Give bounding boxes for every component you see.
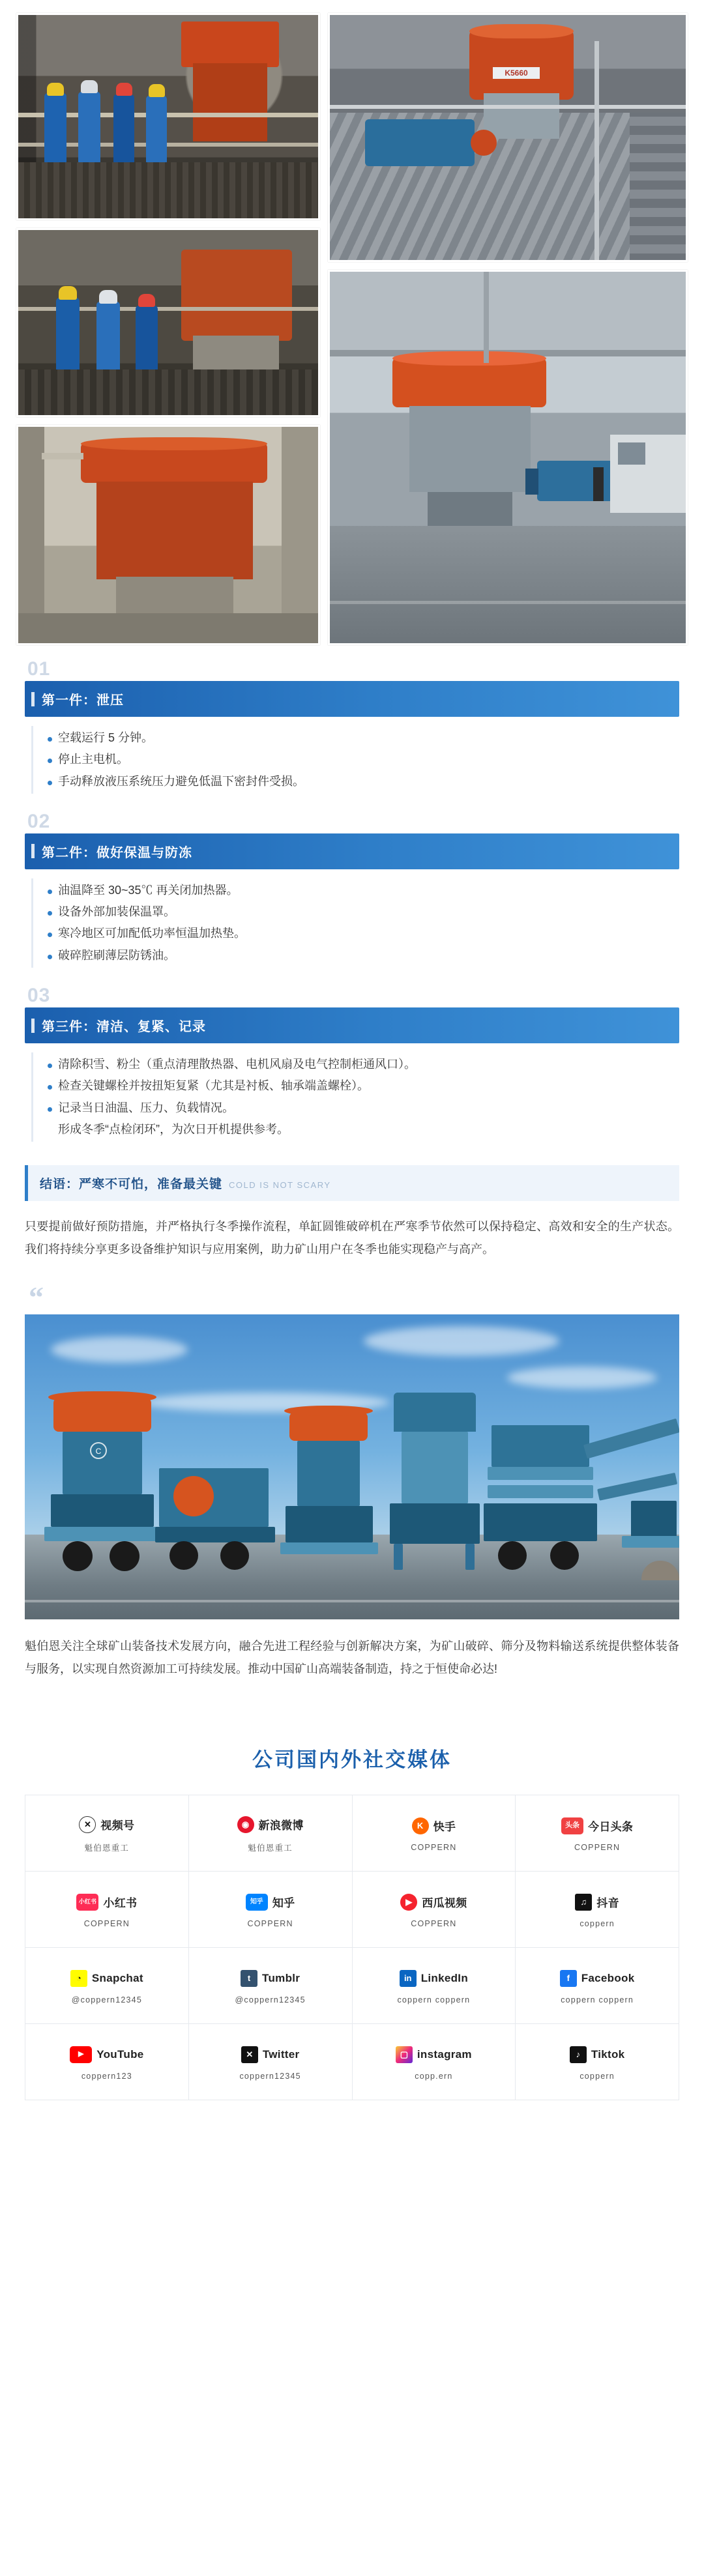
social-handle: COPPERN bbox=[83, 1918, 130, 1928]
social-cell-twitter[interactable] bbox=[189, 2024, 352, 2100]
conveyor-support bbox=[631, 1501, 677, 1541]
youtube-icon: ▶ bbox=[70, 2046, 92, 2063]
section-number: 01 bbox=[27, 658, 51, 680]
tower-leg-left bbox=[394, 1544, 403, 1570]
social-section-title: 公司国内外社交媒体 bbox=[252, 1748, 452, 1772]
center-cone-hopper bbox=[284, 1406, 373, 1416]
social-cell-xigua-video[interactable] bbox=[353, 1872, 516, 1947]
social-name: instagram bbox=[417, 2048, 472, 2061]
social-handle: 魁伯恩重工 bbox=[84, 1843, 130, 1853]
social-cell-xiaohongshu[interactable] bbox=[25, 1872, 188, 1947]
kuaishou-icon: K bbox=[412, 1817, 429, 1834]
section-title: 第二件：做好保温与防冻 bbox=[25, 833, 679, 869]
brand-row bbox=[70, 2044, 143, 2066]
screen-unit-right bbox=[491, 1425, 589, 1467]
conclusion-title-en: COLD IS NOT SCARY bbox=[229, 1180, 331, 1191]
bullet-item: 破碎腔刷薄层防锈油。 bbox=[48, 945, 679, 966]
brand-row bbox=[570, 2044, 625, 2066]
social-name: 知乎 bbox=[272, 1897, 295, 1910]
brand-row bbox=[400, 1967, 468, 1990]
center-support-frame bbox=[280, 1542, 378, 1554]
social-name: YouTube bbox=[96, 2048, 144, 2061]
social-name: 快手 bbox=[433, 1821, 456, 1834]
social-cell-douyin[interactable] bbox=[516, 1872, 679, 1947]
wheel-left-2 bbox=[110, 1541, 139, 1571]
conveyor-belt bbox=[583, 1419, 679, 1459]
quote-mark-icon: “ bbox=[29, 1281, 45, 1314]
flywheel bbox=[173, 1476, 214, 1516]
wechat-channels-icon: ✕ bbox=[79, 1816, 96, 1833]
social-handle: coppern12345 bbox=[239, 2071, 301, 2081]
photo-crusher-site-truck bbox=[328, 270, 688, 645]
social-name: 视频号 bbox=[100, 1819, 135, 1832]
social-cell-weibo[interactable] bbox=[189, 1795, 352, 1871]
cloud-shape bbox=[507, 1367, 657, 1389]
section-02 bbox=[25, 811, 679, 968]
tiktok-icon: ♪ bbox=[570, 2046, 587, 2063]
vibrating-screen-tower bbox=[394, 1393, 476, 1432]
feeder-chassis bbox=[155, 1527, 275, 1542]
social-cell-zhihu[interactable] bbox=[189, 1872, 352, 1947]
social-handle: coppern coppern bbox=[397, 1995, 471, 2004]
social-handle: coppern coppern bbox=[561, 1995, 634, 2004]
brand-row bbox=[241, 1967, 300, 1990]
snapchat-icon: ◔ bbox=[70, 1970, 87, 1987]
section-body bbox=[31, 878, 679, 968]
photo-collage bbox=[0, 0, 704, 658]
bullet-item: 检查关键螺栓并按扭矩复紧（尤其是衬板、轴承端盖螺栓）。 bbox=[48, 1075, 679, 1097]
social-name: 抖音 bbox=[596, 1897, 619, 1910]
section-01 bbox=[25, 658, 679, 794]
social-cell-wechat-channels[interactable] bbox=[25, 1795, 188, 1871]
social-cell-facebook[interactable] bbox=[516, 1948, 679, 2023]
tumblr-icon: t bbox=[241, 1970, 257, 1987]
conclusion-text: 只要提前做好预防措施，并严格执行冬季操作流程，单缸圆锥破碎机在严寒季节依然可以保持稳定、高效和安全的生产状态。我们将持续分享更多设备维护知识与应用案例，助力矿山用户在冬季也能实现稳产与高产。 bbox=[25, 1220, 679, 1256]
wheel-left bbox=[63, 1541, 93, 1571]
section-title: 第一件：泄压 bbox=[25, 681, 679, 717]
brand-row bbox=[246, 1891, 295, 1913]
conclusion-title-zh: 结语：严寒不可怕，准备最关键 bbox=[40, 1178, 223, 1192]
social-cell-tumblr[interactable] bbox=[189, 1948, 352, 2023]
brand-row bbox=[70, 1967, 143, 1990]
section-note: 形成冬季“点检闭环”，为次日开机提供参考。 bbox=[58, 1122, 289, 1136]
linkedin-icon: in bbox=[400, 1970, 417, 1987]
social-name: Twitter bbox=[262, 2048, 300, 2061]
social-grid bbox=[25, 1795, 679, 2100]
wheel-right bbox=[498, 1541, 527, 1570]
social-cell-instagram[interactable] bbox=[353, 2024, 516, 2100]
maintenance-sections bbox=[0, 658, 704, 1142]
social-name: 新浪微博 bbox=[258, 1819, 304, 1832]
facebook-icon: f bbox=[560, 1970, 577, 1987]
social-name: 西瓜视频 bbox=[422, 1897, 467, 1910]
conveyor-belt-2 bbox=[597, 1473, 677, 1501]
social-handle: @coppern12345 bbox=[71, 1995, 142, 2004]
xiaohongshu-icon: 小红书 bbox=[76, 1894, 98, 1911]
bullet-item: 油温降至 30~35℃ 再关闭加热器。 bbox=[48, 880, 679, 901]
cloud-shape bbox=[364, 1326, 559, 1356]
brand-row bbox=[560, 1967, 635, 1990]
bullet-item: 记录当日油温、压力、负载情况。 bbox=[48, 1097, 679, 1119]
photo-workers-inspection bbox=[16, 228, 320, 417]
photo-workers-platform bbox=[16, 13, 320, 220]
section-03 bbox=[25, 985, 679, 1142]
conclusion-header bbox=[25, 1165, 679, 1201]
bullet-item: 寒冷地区可加配低功率恒温加热垫。 bbox=[48, 923, 679, 944]
xigua-video-icon: ▶ bbox=[400, 1894, 417, 1911]
cone-crusher-body bbox=[63, 1432, 142, 1494]
section-number: 03 bbox=[27, 985, 51, 1007]
social-handle: COPPERN bbox=[411, 1842, 457, 1852]
screen-deck-1 bbox=[488, 1467, 593, 1480]
social-handle: COPPERN bbox=[411, 1918, 457, 1928]
screen-tower-mid bbox=[402, 1432, 468, 1503]
social-handle: coppern bbox=[579, 2071, 615, 2081]
brand-row bbox=[241, 2044, 300, 2066]
brand-logo-badge: C bbox=[90, 1442, 107, 1459]
social-name: Tumblr bbox=[262, 1971, 301, 1984]
social-cell-toutiao[interactable] bbox=[516, 1795, 679, 1871]
bullet-item: 停止主电机。 bbox=[48, 749, 679, 770]
center-cone-body bbox=[297, 1441, 360, 1506]
wheel-center-2 bbox=[220, 1541, 249, 1570]
social-handle: COPPERN bbox=[574, 1842, 621, 1852]
photo-crusher-top-view bbox=[328, 13, 688, 262]
brand-row bbox=[76, 1891, 137, 1913]
photo-crusher-red-body bbox=[16, 425, 320, 645]
cloud-shape bbox=[51, 1337, 188, 1363]
social-name: Facebook bbox=[581, 1971, 635, 1984]
screen-unit-base bbox=[484, 1503, 597, 1541]
conveyor-base bbox=[622, 1536, 679, 1548]
bullet-item: 设备外部加装保温罩。 bbox=[48, 901, 679, 923]
center-cone-head bbox=[289, 1412, 368, 1441]
brand-row bbox=[79, 1814, 134, 1836]
tower-leg-right bbox=[465, 1544, 475, 1570]
equipment-label-k5660: K5660 bbox=[493, 67, 540, 79]
social-handle: coppern123 bbox=[81, 2071, 132, 2081]
instagram-icon: ▢ bbox=[396, 2046, 413, 2063]
social-handle: 魁伯恩重工 bbox=[248, 1843, 293, 1853]
social-cell-youtube[interactable] bbox=[25, 2024, 188, 2100]
social-name: Tiktok bbox=[591, 2048, 625, 2061]
brand-row bbox=[400, 1891, 467, 1913]
social-cell-kuaishou[interactable] bbox=[353, 1795, 516, 1871]
section-body bbox=[31, 726, 679, 794]
zhihu-icon: 知乎 bbox=[246, 1894, 268, 1911]
road-marking bbox=[25, 1600, 679, 1602]
brand-row bbox=[561, 1815, 633, 1837]
hero-equipment-image bbox=[25, 1314, 679, 1619]
wheel-center bbox=[169, 1541, 198, 1570]
brand-row bbox=[575, 1891, 619, 1913]
section-body bbox=[31, 1052, 679, 1142]
social-handle: copp.ern bbox=[415, 2071, 453, 2081]
douyin-icon: ♫ bbox=[575, 1894, 592, 1911]
bullet-item: 清除积雪、粉尘（重点清理散热器、电机风扇及电气控制柜通风口）。 bbox=[48, 1054, 679, 1075]
hero-caption: 魁伯恩关注全球矿山装备技术发展方向，融合先进工程经验与创新解决方案，为矿山破碎、筛分及物料输送系统提供整体装备与服务，以实现自然资源加工可持续发展。推动中国矿山高端装备制造，持之于恒使命必达! bbox=[25, 1640, 679, 1676]
weibo-icon: ◉ bbox=[237, 1816, 254, 1833]
screen-tower-base bbox=[390, 1503, 480, 1544]
social-name: 小红书 bbox=[103, 1897, 138, 1910]
social-cell-snapchat[interactable] bbox=[25, 1948, 188, 2023]
social-name: 今日头条 bbox=[588, 1821, 634, 1834]
section-title: 第三件：清洁、复紧、记录 bbox=[25, 1007, 679, 1043]
center-cone-base bbox=[286, 1506, 373, 1542]
social-media-section bbox=[0, 1717, 704, 2130]
social-name: Snapchat bbox=[91, 1971, 143, 1984]
social-handle: COPPERN bbox=[247, 1918, 293, 1928]
screen-deck-2 bbox=[488, 1485, 593, 1498]
brand-row bbox=[412, 1815, 456, 1837]
social-handle: @coppern12345 bbox=[235, 1995, 306, 2004]
brand-row bbox=[237, 1814, 304, 1836]
bullet-item: 手动释放液压系统压力避免低温下密封件受损。 bbox=[48, 771, 679, 792]
section-number: 02 bbox=[27, 810, 51, 832]
social-name: LinkedIn bbox=[420, 1971, 469, 1984]
cone-crusher-base bbox=[51, 1494, 154, 1527]
crusher-frame-left bbox=[44, 1527, 162, 1541]
social-cell-tiktok[interactable] bbox=[516, 2024, 679, 2100]
wheel-right-2 bbox=[550, 1541, 579, 1570]
bullet-item: 空载运行 5 分钟。 bbox=[48, 727, 679, 749]
toutiao-icon: 头条 bbox=[561, 1817, 583, 1834]
social-cell-linkedin[interactable] bbox=[353, 1948, 516, 2023]
brand-row bbox=[396, 2044, 472, 2066]
social-handle: coppern bbox=[579, 1918, 615, 1928]
twitter-icon: ✕ bbox=[241, 2046, 258, 2063]
cone-crusher-hopper bbox=[48, 1391, 156, 1403]
